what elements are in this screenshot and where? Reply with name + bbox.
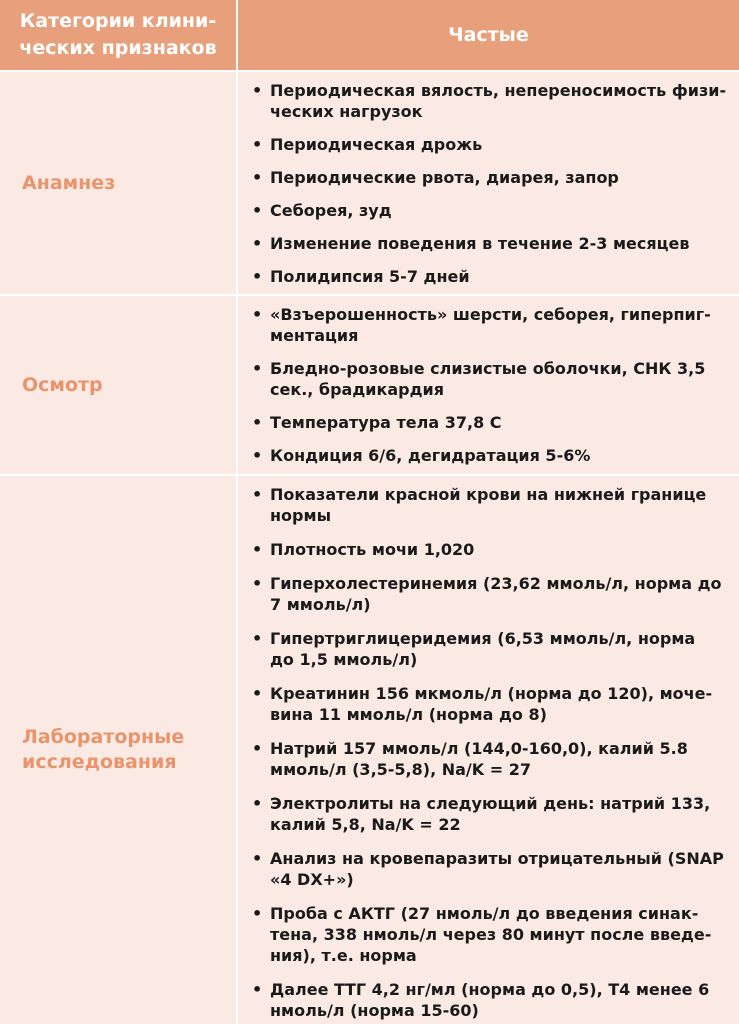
list-item: • Себорея, зуд [250,200,731,221]
list-item: • Температура тела 37,8 С [250,412,731,433]
list-item: • Изменение поведения в течение 2-3 месяцев [250,233,731,254]
list-item: • Электролиты на следующий день: натрий 133, калий 5,8, Na/K = 22 [250,793,731,835]
column-divider [236,72,238,294]
list-item: • Кондиция 6/6, дегидратация 5-6% [250,445,731,466]
list-item: • Проба с АКТГ (27 нмоль/л до введения синак- тена, 338 нмоль/л через 80 минут после введе- ния), т.е. норма [250,903,731,966]
list-item: • Далее ТТГ 4,2 нг/мл (норма до 0,5), Т4 менее 6 нмоль/л (норма 15-60) [250,979,731,1021]
anamnesis-list [250,80,731,299]
table-row-examination [0,296,739,474]
table-row-laboratory [0,476,739,1024]
category-anamnesis: Анамнез [22,171,116,194]
category-examination: Осмотр [22,373,103,396]
list-item: • Гипертриглицеридемия (6,53 ммоль/л, норма до 1,5 ммоль/л) [250,628,731,670]
list-item: • Натрий 157 ммоль/л (144,0-160,0), калий 5.8 ммоль/л (3,5-5,8), Na/K = 27 [250,738,731,780]
column-divider [236,296,238,474]
table-header [0,0,739,70]
list-item: • «Взъерошенность» шерсти, себорея, гиперпиг- ментация [250,304,731,346]
table-row-anamnesis [0,72,739,294]
list-item: • Гиперхолестеринемия (23,62 ммоль/л, норма до 7 ммоль/л) [250,573,731,615]
list-item: • Полидипсия 5-7 дней [250,266,731,287]
list-item: • Бледно-розовые слизистые оболочки, СНК 3,5 сек., брадикардия [250,358,731,400]
list-item: • Анализ на кровепаразиты отрицательный (SNAP «4 DX+») [250,848,731,890]
list-item: • Периодические рвота, диарея, запор [250,167,731,188]
examination-list [250,304,731,478]
category-laboratory: Лабораторные исследования [22,726,185,773]
list-item: • Креатинин 156 мкмоль/л (норма до 120), моче- вина 11 ммоль/л (норма до 8) [250,683,731,725]
header-frequent: Частые [448,24,529,46]
list-item: • Периодическая вялость, непереносимость физи- ческих нагрузок [250,80,731,122]
list-item: • Плотность мочи 1,020 [250,539,731,560]
list-item: • Периодическая дрожь [250,134,731,155]
column-divider [236,476,238,1024]
list-item: • Показатели красной крови на нижней границе нормы [250,484,731,526]
header-categories: Категории клини- ческих признаков [19,10,217,59]
laboratory-list [250,484,731,1034]
